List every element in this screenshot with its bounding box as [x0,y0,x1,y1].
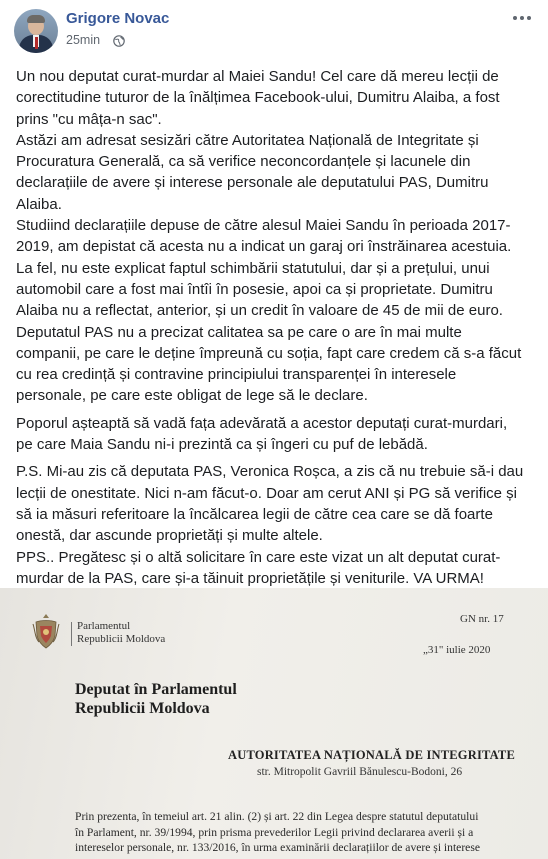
post-paragraph: P.S. Mi-au zis că deputata PAS, Veronica Roșca, a zis că nu trebuie să-i dau lecții de onestitate. Nici n-am făcut-o. Doar am cerut ANI și PG să verifice și să ia măsuri referitoare la încălcarea legii de către cea care se dă foarte onestă, dar ascunde proprietăți și multe altele. PPS.. Pregătesc și o altă solicitare în care este vizat un alt deputat curat- murdar de la PAS, care și-a tăinuit proprietățile și veniturile. VA URMA! [16,463,524,587]
post-timestamp[interactable]: 25min [66,33,101,47]
more-horizontal-icon [513,16,517,20]
globe-icon[interactable] [113,35,125,47]
post-text [16,66,536,589]
attached-document-image[interactable] [0,588,548,859]
post-header [0,0,548,62]
document-organization: Parlamentul Republicii Moldova [77,620,165,646]
author-name[interactable]: Grigore Novac [66,10,170,27]
divider [71,622,72,646]
document-address: str. Mitropolit Gavriil Bănulescu-Bodoni, 26 [257,766,463,778]
document-body: Prin prezenta, în temeiul art. 21 alin. (2) și art. 22 din Legea despre statutul deputatului în Parlament, nr. 39/1994, prin prisma prevederilor Legii privind declararea averii și a intereselor personale, nr. 133/2016, în urma examinării declarațiilor de avere și interese [75,810,480,854]
document-date: „31" iulie 2020 [423,644,491,656]
document-number: GN nr. 17 [460,613,504,625]
post-paragraph: Poporul așteaptă să vadă fața adevărată a acestor deputați curat-murdari, pe care Maia Sandu ni-i prezintă ca și îngeri cu puf de lebădă. [16,414,508,454]
avatar[interactable] [14,9,58,53]
post-paragraph: Un nou deputat curat-murdar al Maiei Sandu! Cel care dă mereu lecții de corectitudine tuturor de la înălțimea Facebook-ului, Dumitru Alaiba, a fost prins "cu mâța-n sac". Astăzi am adresat sesizări către Autoritatea Națională de Integritate și Procuratura Generală, ca să verifice neconcordanțele și lacunele din declarațiile de avere și interese personale ale deputatului PAS, Dumitru Alaiba. Studiind declarațiile depuse de către alesul Maiei Sandu în perioada 2017- 2019, am depistat că acesta nu a indicat un garaj ori înstrăinarea acestuia. La fel, nu este explicat faptul schimbării statutului, dar și a prețului, unui automobil care a fost mai întîi în posesie, apoi ca și proprietate. Dumitru Alaiba nu a reflectat, anterior, și un credit în valoare de 45 de mii de euro. Deputatul PAS nu a precizat calitatea sa pe care o are în mai multe companii, pe care le deține împreună cu soția, fapt care credem că s-a făcut cu rea credință și contravine principiului transparenței în interesele personale, pe care este obligat de lege să le declare. [16,68,522,405]
more-options-button[interactable] [508,8,536,28]
document-title: Deputat în Parlamentul Republicii Moldova [75,681,237,717]
document-addressee: AUTORITATEA NAȚIONALĂ DE INTEGRITATE [228,748,516,762]
coat-of-arms-icon [31,612,61,652]
